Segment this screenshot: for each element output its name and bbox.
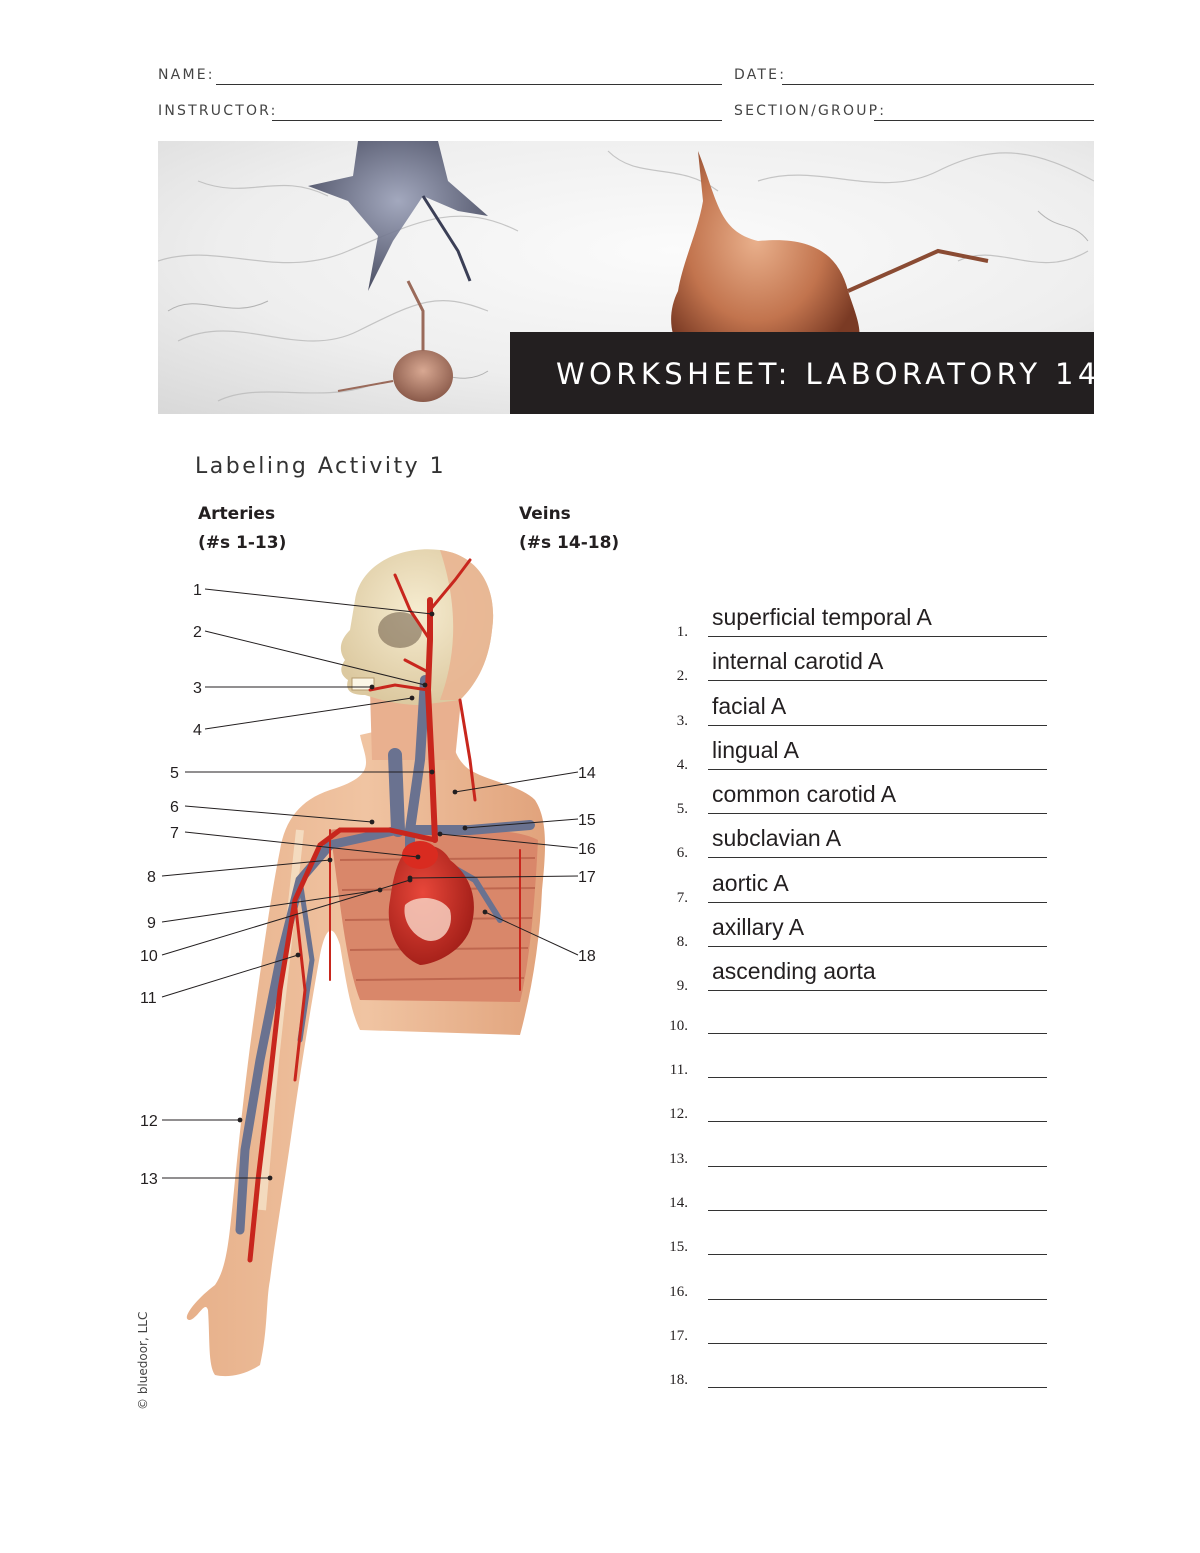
worksheet-title: WORKSHEET: LABORATORY 14	[556, 357, 1101, 391]
answer-number: 5.	[676, 801, 688, 817]
answer-text[interactable]: subclavian A	[712, 825, 842, 851]
figure-label-10: 10	[140, 948, 158, 965]
answer-number: 8.	[676, 934, 688, 950]
name-field[interactable]	[216, 84, 722, 85]
answer-number: 12.	[669, 1106, 688, 1122]
answer-number: 10.	[669, 1018, 688, 1034]
answer-text[interactable]: aortic A	[712, 870, 789, 896]
circulatory-system-illustration	[0, 540, 640, 1420]
answer-line	[708, 769, 1047, 770]
veins-range: (#s 14-18)	[519, 533, 620, 553]
answer-number: 3.	[676, 713, 688, 729]
veins-heading-text: Veins	[519, 504, 571, 524]
section-field[interactable]	[874, 120, 1094, 121]
answer-line	[708, 1121, 1047, 1122]
instructor-field[interactable]	[272, 120, 722, 121]
figure-label-14: 14	[578, 765, 596, 782]
figure-label-8: 8	[147, 869, 156, 886]
answer-number: 2.	[676, 668, 688, 684]
answer-line	[708, 946, 1047, 947]
answer-row	[660, 1180, 1060, 1224]
answer-row	[660, 1003, 1060, 1047]
answer-number: 13.	[669, 1151, 688, 1167]
answer-text[interactable]: lingual A	[712, 737, 799, 763]
answer-line	[708, 1387, 1047, 1388]
answer-row	[660, 1091, 1060, 1135]
answer-row	[660, 914, 1060, 958]
answer-number: 11.	[669, 1062, 688, 1078]
answer-row	[660, 1136, 1060, 1180]
answer-line	[708, 1033, 1047, 1034]
answer-line	[708, 1166, 1047, 1167]
answer-row	[660, 781, 1060, 825]
figure-label-15: 15	[578, 812, 596, 829]
figure-label-1: 1	[193, 582, 202, 599]
answer-number: 9.	[676, 978, 688, 994]
date-field[interactable]	[782, 84, 1094, 85]
answer-row	[660, 737, 1060, 781]
answer-number: 15.	[669, 1239, 688, 1255]
answer-text[interactable]: facial A	[712, 693, 787, 719]
activity-title: Labeling Activity 1	[195, 454, 447, 479]
answer-line	[708, 1254, 1047, 1255]
answer-text[interactable]: common carotid A	[712, 781, 897, 807]
figure-label-17: 17	[578, 869, 596, 886]
figure-label-3: 3	[193, 680, 202, 697]
answer-text[interactable]: superficial temporal A	[712, 604, 932, 630]
answer-row	[660, 693, 1060, 737]
section-label: SECTION/GROUP:	[734, 103, 887, 119]
arteries-range: (#s 1-13)	[198, 533, 287, 553]
answer-number: 7.	[676, 890, 688, 906]
answer-line	[708, 636, 1047, 637]
figure-label-2: 2	[193, 624, 202, 641]
arteries-heading-text: Arteries	[198, 504, 276, 524]
answer-number: 17.	[669, 1328, 688, 1344]
figure-label-18: 18	[578, 948, 596, 965]
instructor-label: INSTRUCTOR:	[158, 103, 278, 119]
answer-row	[660, 958, 1060, 1002]
answer-line	[708, 1343, 1047, 1344]
answer-number: 1.	[676, 624, 688, 640]
answer-line	[708, 902, 1047, 903]
answer-row	[660, 1224, 1060, 1268]
answer-row	[660, 1047, 1060, 1091]
answer-number: 4.	[676, 757, 688, 773]
answer-row	[660, 1313, 1060, 1357]
answer-row	[660, 604, 1060, 648]
answer-line	[708, 680, 1047, 681]
answer-text[interactable]: internal carotid A	[712, 648, 884, 674]
answer-line	[708, 725, 1047, 726]
answer-line	[708, 1077, 1047, 1078]
figure-label-7: 7	[170, 825, 179, 842]
figure-label-12: 12	[140, 1113, 158, 1130]
figure-label-13: 13	[140, 1171, 158, 1188]
answer-line	[708, 813, 1047, 814]
answer-number: 14.	[669, 1195, 688, 1211]
answer-row	[660, 1357, 1060, 1401]
answer-row	[660, 825, 1060, 869]
figure-label-5: 5	[170, 765, 179, 782]
answer-line	[708, 1299, 1047, 1300]
answer-number: 18.	[669, 1372, 688, 1388]
answer-number: 16.	[669, 1284, 688, 1300]
answer-row	[660, 1269, 1060, 1313]
answer-text[interactable]: ascending aorta	[712, 958, 876, 984]
date-label: DATE:	[734, 67, 787, 83]
figure-label-9: 9	[147, 915, 156, 932]
answer-row	[660, 870, 1060, 914]
figure-label-11: 11	[140, 990, 157, 1007]
answer-line	[708, 857, 1047, 858]
name-label: NAME:	[158, 67, 215, 83]
figure-label-4: 4	[193, 722, 202, 739]
figure-label-6: 6	[170, 799, 179, 816]
copyright-credit: © bluedoor, LLC	[136, 1311, 150, 1410]
figure-label-16: 16	[578, 841, 596, 858]
answer-text[interactable]: axillary A	[712, 914, 805, 940]
answer-line	[708, 1210, 1047, 1211]
answer-line	[708, 990, 1047, 991]
answer-number: 6.	[676, 845, 688, 861]
answer-row	[660, 648, 1060, 692]
